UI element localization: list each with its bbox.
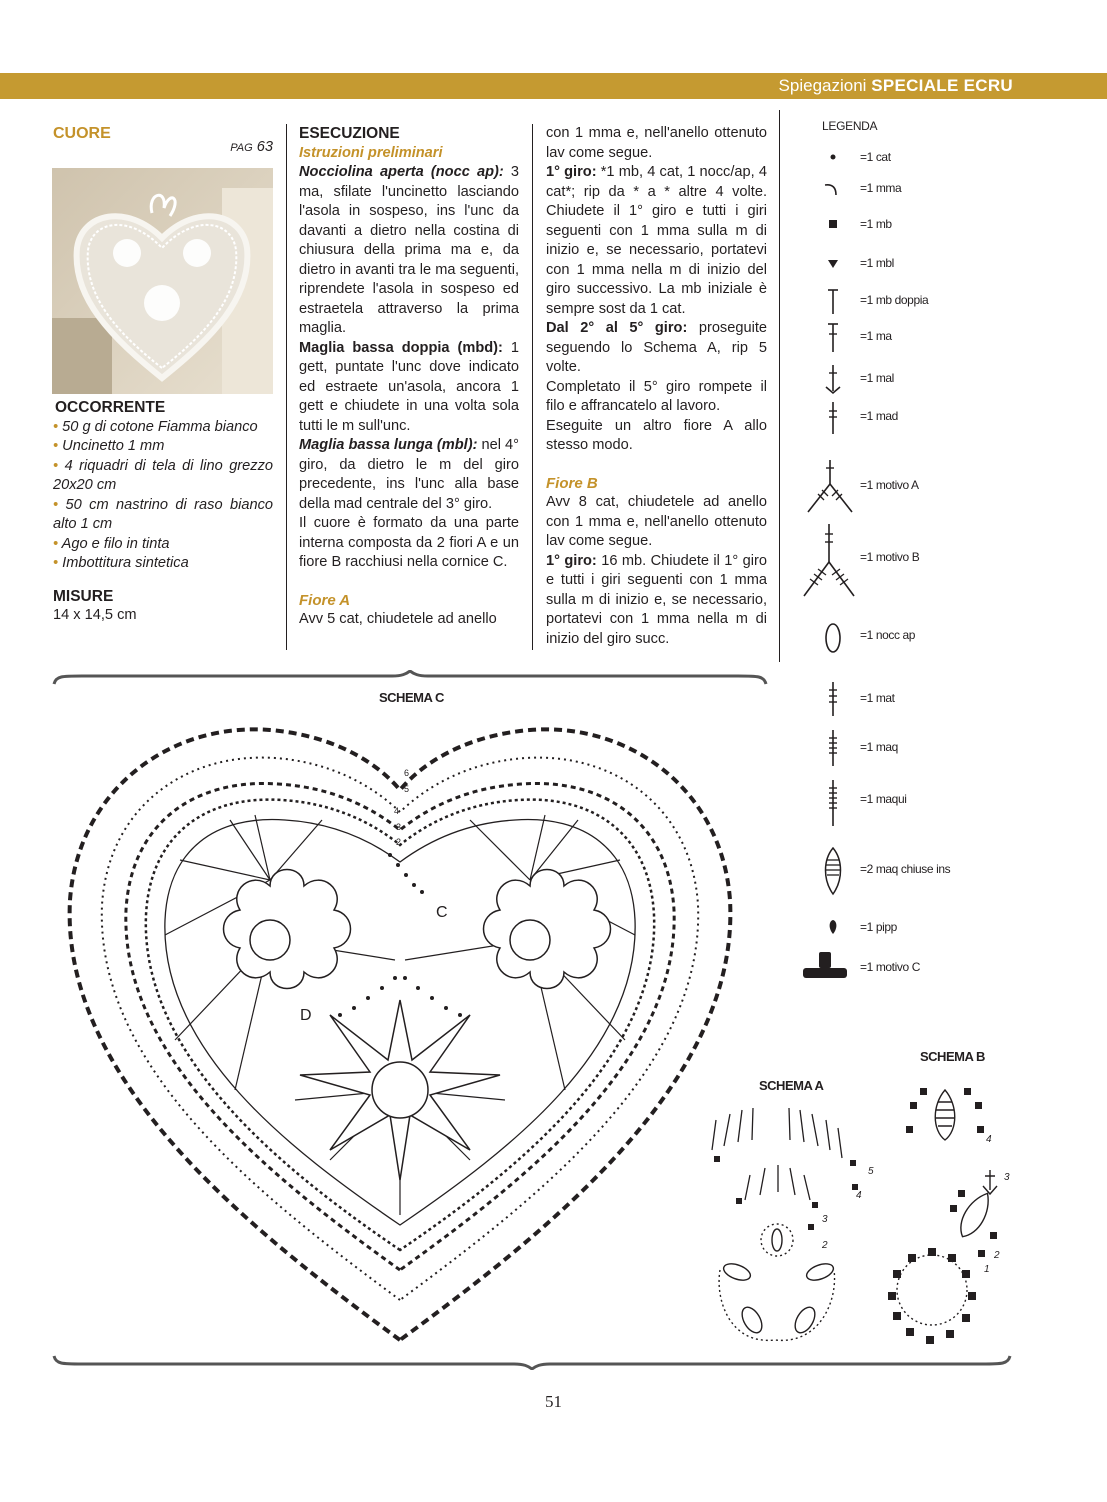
legend-label: =1 mb (860, 217, 892, 231)
legend-label: =1 ma (860, 329, 892, 343)
motivo-a-icon (800, 458, 860, 516)
round-number: 3 (822, 1214, 828, 1225)
schema-c-label: SCHEMA C (379, 690, 444, 705)
nocc-ap-icon (808, 620, 848, 656)
fiore-a-completato: Completato il 5° giro rompete il filo e affrancatelo al lavoro. (546, 378, 767, 414)
materials-block (53, 398, 273, 626)
column-divider (779, 110, 780, 662)
round-number: 4 (394, 806, 400, 816)
legend-label: =1 mb doppia (860, 293, 929, 307)
fiore-a-giro1: 1° giro: *1 mb, 4 cat, 1 nocc/ap, 4 cat*; rip da * a * altre 4 volte. Chiudete il 1° giro e tutti i giri seguenti con 1 mma sulla m di inizio e, se necessario, portatevi con 1 mma nella m di inizio del giro successivo. La mb iniziale è sempre sost da 1 cat. (546, 164, 767, 317)
round-number: 5 (868, 1166, 874, 1177)
photo-illustration (52, 168, 273, 394)
fiore-b-intro: Avv 8 cat, chiudetele ad anello con 1 mma e, nell'anello ottenuto lav come segue. (546, 494, 767, 549)
legend-label: =1 mal (860, 371, 894, 385)
fiore-a-title: Fiore A (299, 591, 351, 609)
marker-c: C (436, 904, 448, 921)
column-divider (286, 124, 287, 650)
fiore-b-giro1: 1° giro: 16 mb. Chiudete il 1° giro e tutti i giri seguenti con 1 mma sulla m di inizio e, se necessario, portatevi con 1 mma nella m di inizio del giro succ. (546, 552, 768, 647)
round-number: 2 (822, 1240, 828, 1251)
material-item: • Imbottitura sintetica (53, 555, 189, 571)
nocc-paragraph: Nocciolina aperta (nocc ap): 3 ma, sfilate l'uncinetto lasciando l'asola in sospeso, ins l'unc da davanti a dietro nella costina di chiusura della prima ma e, da dietro in avanti tra le ma seguenti, riprendete l'asola in sospeso ed estraetela attraverso la prima maglia. (299, 164, 519, 336)
legend-label: =1 mat (860, 691, 895, 705)
legend-label: =1 mbl (860, 256, 894, 270)
misure-title: MISURE (53, 587, 114, 605)
column-divider (532, 124, 533, 650)
page-number: 51 (545, 1392, 562, 1411)
motivo-c-icon (800, 950, 850, 982)
legend-label: =1 cat (860, 150, 891, 164)
legend-label: =1 maq (860, 740, 898, 754)
maq-chiuse-icon (808, 844, 848, 896)
triangle-icon (808, 255, 848, 273)
mb-doppia-icon (808, 286, 848, 316)
schema-a-diagram (700, 1095, 890, 1355)
material-item: • 4 riquadri di tela di lino grezzo 20x20 cm (53, 457, 273, 493)
page-ref: PAG 63 (230, 138, 273, 155)
istruzioni-subtitle: Istruzioni preliminari (299, 144, 443, 161)
mat-icon (808, 680, 848, 718)
cuore-paragraph: Il cuore è formato da una parte interna composta da 2 fiori A e un fiore B racchiusi nella cornice C. (299, 515, 519, 570)
maqui-icon (808, 778, 848, 828)
occorrente-title: OCCORRENTE (55, 399, 166, 416)
material-item: • Ago e filo in tinta (53, 535, 170, 552)
fiore-a-intro: con 1 mma e, nell'anello ottenuto lav come segue. (546, 125, 767, 161)
round-number: 6 (404, 768, 410, 778)
material-item: • Uncinetto 1 mm (53, 438, 165, 454)
round-number: 2 (994, 1250, 1000, 1261)
mbd-paragraph: Maglia bassa doppia (mbd): 1 gett, puntate l'unc dove indicato ed estraete un'asola, ancora 1 gett e chiudete in una volta sola tutti le m sull'unc. (299, 339, 519, 434)
round-number: 1 (984, 1264, 990, 1275)
round-number: 4 (856, 1190, 862, 1201)
legend-title: LEGENDA (822, 119, 878, 133)
legend-label: =1 motivo C (860, 960, 920, 974)
mbl-paragraph: Maglia bassa lunga (mbl): nel 4° giro, da dietro le m del giro precedente, ins l'unc alla base della mad centrale del 3° giro. (299, 437, 520, 512)
fiore-b-title: Fiore B (546, 474, 598, 492)
heart-pillow-photo (52, 168, 273, 394)
round-number: 3 (396, 822, 402, 832)
dot-icon (808, 148, 848, 166)
legend-label: =1 maqui (860, 792, 907, 806)
legend-label: =2 maq chiuse ins (860, 862, 951, 876)
fiore-a-eseguite: Eseguite un altro fiore A allo stesso modo. (546, 417, 767, 453)
round-number: 5 (404, 784, 410, 794)
ma-icon (808, 320, 848, 354)
esecuzione-title: ESECUZIONE (299, 125, 400, 142)
top-brace (52, 670, 768, 686)
header-title: Spiegazioni SPECIALE ECRU (778, 76, 1013, 95)
pipp-icon (808, 916, 848, 938)
legend-label: =1 mma (860, 181, 902, 195)
fiore-a-text: Avv 5 cat, chiudetele ad anello (299, 611, 497, 627)
column-esecuzione (299, 124, 519, 630)
motivo-b-icon (798, 522, 860, 600)
schema-a-label: SCHEMA A (759, 1078, 824, 1093)
slip-stitch-icon (808, 178, 848, 198)
round-number: 3 (1004, 1172, 1010, 1183)
column-cuore (53, 124, 273, 158)
fiore-a-giro2-5: Dal 2° al 5° giro: proseguite seguendo lo Schema A, rip 5 volte. (546, 320, 767, 375)
material-item: • 50 g di cotone Fiamma bianco (53, 418, 258, 435)
section-title-cuore: CUORE (53, 125, 111, 142)
bottom-brace (52, 1354, 1012, 1370)
schema-b-diagram (880, 1070, 1020, 1360)
material-item: • 50 cm nastrino di raso bianco alto 1 cm (53, 496, 273, 532)
legend-label: =1 nocc ap (860, 628, 916, 642)
schema-c-diagram (40, 700, 760, 1350)
round-number: 4 (986, 1134, 992, 1145)
round-number: 2 (396, 837, 402, 847)
mal-icon (808, 363, 848, 397)
mad-icon (808, 400, 848, 436)
maq-icon (808, 728, 848, 768)
legend-label: =1 motivo B (860, 550, 920, 564)
legend-label: =1 motivo A (860, 478, 919, 492)
square-icon (808, 215, 848, 233)
marker-d: D (300, 1007, 312, 1024)
schema-b-label: SCHEMA B (920, 1049, 985, 1064)
legend-label: =1 pipp (860, 920, 897, 934)
legend-label: =1 mad (860, 409, 898, 423)
column-fiori (546, 124, 767, 649)
misure-value: 14 x 14,5 cm (53, 607, 137, 623)
